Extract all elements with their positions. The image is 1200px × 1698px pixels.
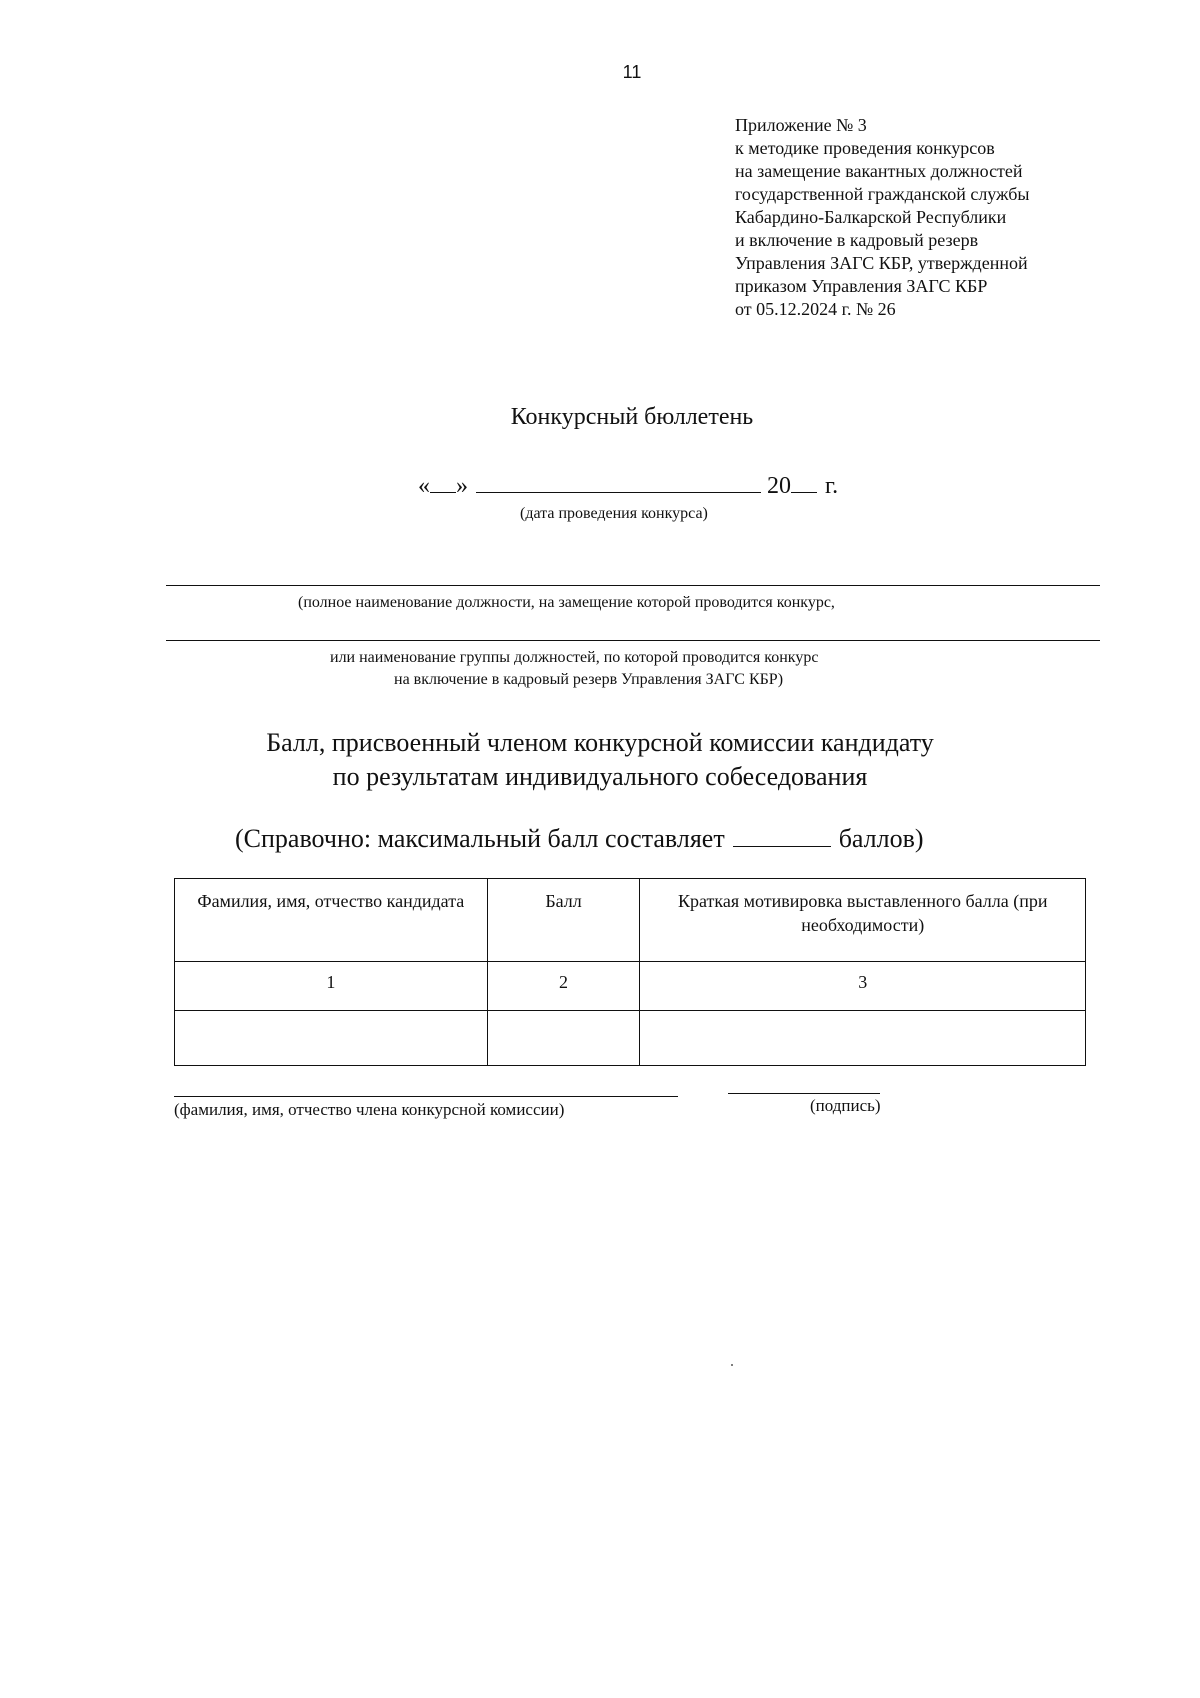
member-name-line[interactable] <box>174 1096 678 1097</box>
appendix-line: Управления ЗАГС КБР, утвержденной <box>735 253 1028 273</box>
max-score-blank[interactable] <box>733 822 831 847</box>
year-prefix: 20 <box>767 473 791 499</box>
column-number: 2 <box>487 962 640 1011</box>
motivation-cell[interactable] <box>640 1011 1086 1066</box>
score-cell[interactable] <box>487 1011 640 1066</box>
reference-line <box>235 822 924 854</box>
appendix-line: и включение в кадровый резерв <box>735 230 979 250</box>
close-quote: » <box>456 473 468 499</box>
date-line <box>418 470 838 500</box>
heading-line-1: Балл, присвоенный членом конкурсной комиссии кандидату <box>266 728 934 757</box>
position-caption-2: или наименование группы должностей, по которой проводится конкурс <box>330 649 819 666</box>
date-caption: (дата проведения конкурса) <box>520 505 708 522</box>
open-quote: « <box>418 473 430 499</box>
candidate-name-cell[interactable] <box>175 1011 488 1066</box>
appendix-line: на замещение вакантных должностей <box>735 161 1023 181</box>
day-blank[interactable] <box>430 470 456 493</box>
page-number: 11 <box>622 62 642 82</box>
header-candidate-name: Фамилия, имя, отчество кандидата <box>175 879 488 962</box>
signature-line[interactable] <box>728 1093 880 1094</box>
score-heading <box>0 726 1200 794</box>
year-blank[interactable] <box>791 470 817 493</box>
table-header-row <box>175 879 1086 962</box>
appendix-line: Приложение № 3 <box>735 115 867 135</box>
appendix-line: приказом Управления ЗАГС КБР <box>735 276 988 296</box>
appendix-line: к методике проведения конкурсов <box>735 138 995 158</box>
column-number: 3 <box>640 962 1086 1011</box>
score-table <box>174 878 1086 1066</box>
reference-suffix: баллов) <box>838 824 924 853</box>
signature-caption: (подпись) <box>810 1096 881 1115</box>
position-line-2[interactable] <box>166 640 1100 641</box>
position-caption-1: (полное наименование должности, на замещение которой проводится конкурс, <box>298 594 835 611</box>
table-row <box>175 1011 1086 1066</box>
header-score: Балл <box>487 879 640 962</box>
month-blank[interactable] <box>476 470 761 493</box>
member-name-caption: (фамилия, имя, отчество члена конкурсной комиссии) <box>174 1100 565 1119</box>
header-motivation: Краткая мотивировка выставленного балла (при необходимости) <box>640 879 1086 962</box>
document-title: Конкурсный бюллетень <box>510 404 754 430</box>
reference-prefix: (Справочно: максимальный балл составляет <box>235 824 725 853</box>
position-line-1[interactable] <box>166 585 1100 586</box>
appendix-line: от 05.12.2024 г. № 26 <box>735 299 896 319</box>
appendix-line: государственной гражданской службы <box>735 184 1030 204</box>
scan-speck <box>731 1364 733 1366</box>
appendix-line: Кабардино-Балкарской Республики <box>735 207 1007 227</box>
year-suffix: г. <box>825 473 839 499</box>
heading-line-2: по результатам индивидуального собеседования <box>332 762 868 791</box>
appendix-block <box>735 114 1030 321</box>
position-caption-3: на включение в кадровый резерв Управления ЗАГС КБР) <box>394 671 784 688</box>
table-numbering-row <box>175 962 1086 1011</box>
column-number: 1 <box>175 962 488 1011</box>
